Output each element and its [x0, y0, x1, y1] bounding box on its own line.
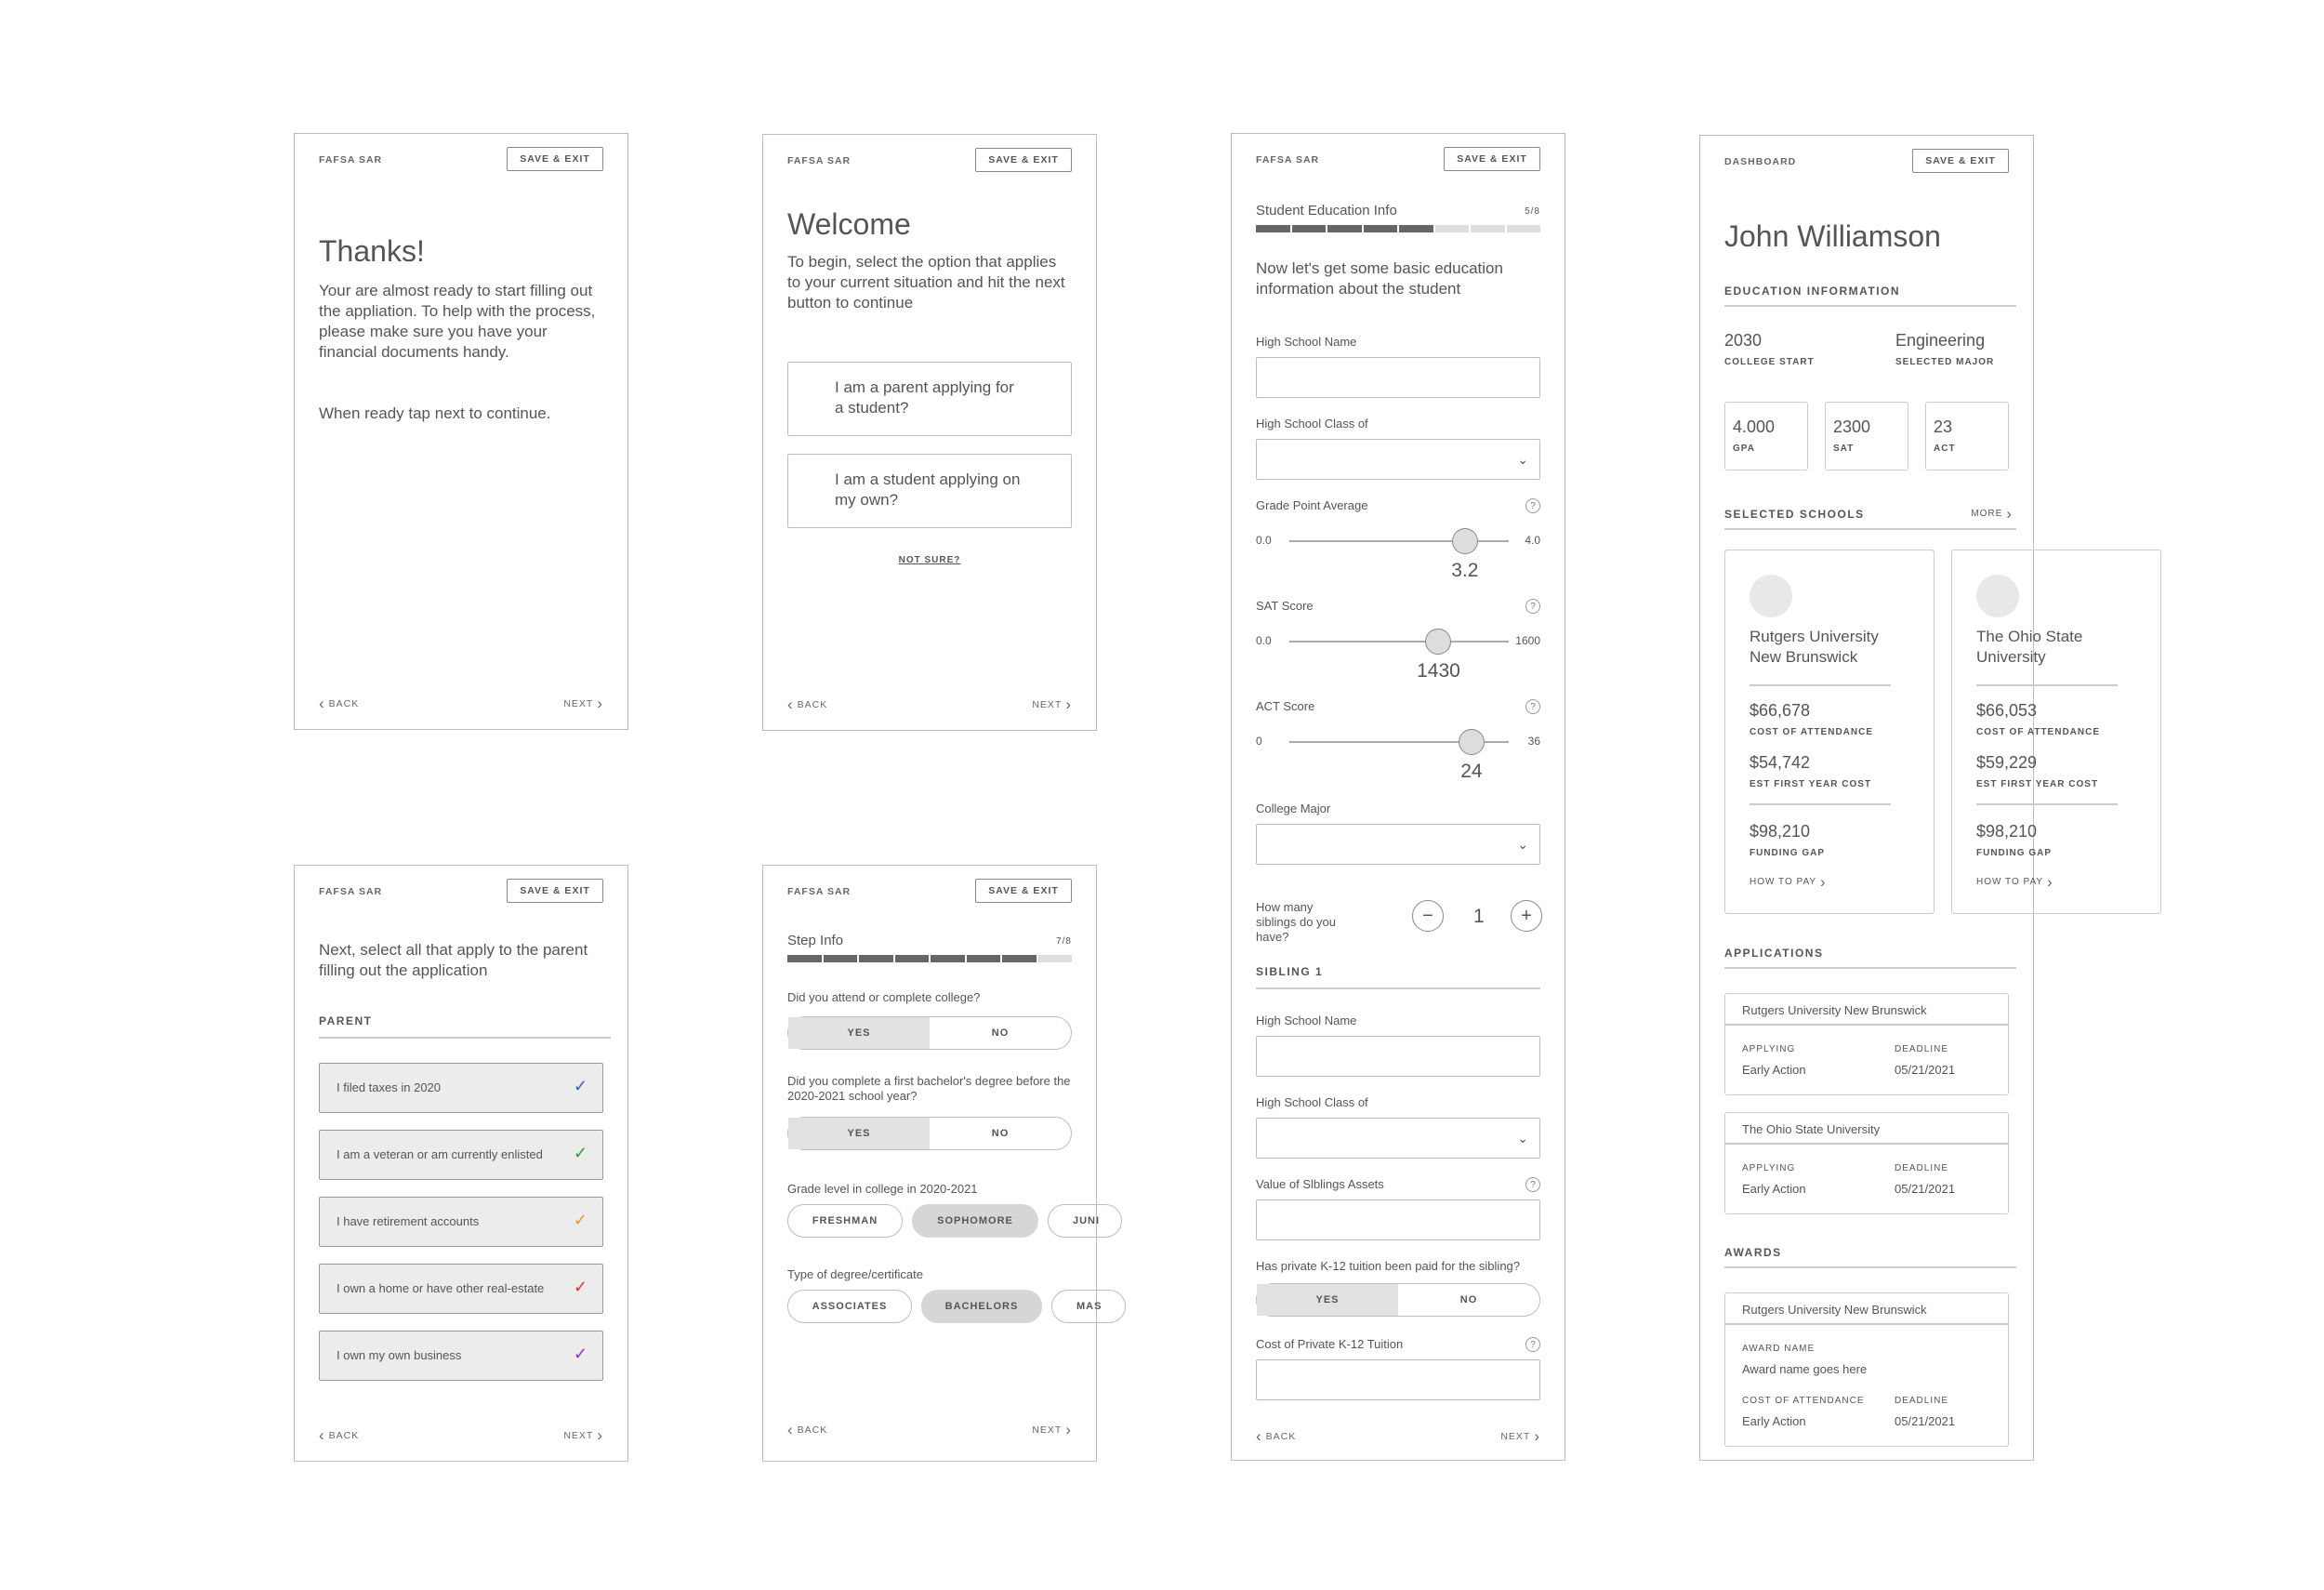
gpa-label: Grade Point Average — [1256, 498, 1368, 512]
step-title: Student Education Info — [1256, 203, 1397, 219]
applying-label: APPLYING — [1742, 1163, 1796, 1173]
plus-icon: + — [1521, 905, 1532, 926]
sat-thumb[interactable] — [1425, 629, 1451, 655]
thanks-screen — [294, 133, 628, 730]
divider — [1725, 1143, 2008, 1145]
how-to-pay-link[interactable]: HOW TO PAY › — [1976, 873, 2053, 891]
next-button[interactable]: NEXT › — [1032, 696, 1072, 713]
progress-segment — [1002, 955, 1037, 962]
sib-assets-label: Value of Slblings Assets — [1256, 1177, 1384, 1191]
question-bachelors: Did you complete a first bachelor's degree before the 2020-2021 school year? — [787, 1074, 1071, 1103]
sat-max: 1600 — [1515, 634, 1540, 647]
chevron-down-icon: ⌄ — [1517, 452, 1528, 467]
school-card[interactable] — [1951, 550, 2161, 914]
option-student[interactable]: I am a student applying on my own? — [787, 454, 1072, 528]
degree-masters[interactable]: MAS — [1051, 1290, 1126, 1323]
gap-value: $98,210 — [1976, 822, 2038, 841]
chevron-right-icon: › — [1534, 1427, 1540, 1445]
save-exit-button[interactable]: SAVE & EXIT — [1444, 147, 1540, 171]
progress-segment — [931, 955, 965, 962]
progress-segment — [1471, 225, 1505, 232]
check-icon: ✓ — [573, 1211, 588, 1229]
degree-associates[interactable]: ASSOCIATES — [787, 1290, 912, 1323]
divider — [1724, 528, 2016, 530]
gpa-thumb[interactable] — [1452, 528, 1478, 554]
divider — [1724, 305, 2016, 307]
awards-section-title: AWARDS — [1724, 1246, 1782, 1259]
divider — [1724, 1266, 2016, 1268]
chevron-right-icon: › — [1065, 1421, 1072, 1438]
chevron-left-icon: ‹ — [787, 1421, 794, 1438]
divider — [1976, 803, 2118, 805]
step-info-screen — [762, 865, 1103, 1462]
gap-label: FUNDING GAP — [1750, 848, 1825, 858]
header — [319, 879, 603, 905]
award-name-value: Award name goes here — [1742, 1362, 1868, 1376]
footer-nav — [787, 1422, 1072, 1440]
act-label: ACT Score — [1256, 699, 1315, 713]
stat-sat — [1825, 402, 1908, 470]
page-title: Welcome — [787, 207, 911, 241]
private-question: Has private K-12 tuition been paid for the sibling? — [1256, 1259, 1521, 1273]
checkbox-real-estate[interactable] — [319, 1264, 603, 1314]
check-icon: ✓ — [573, 1345, 588, 1363]
header — [1724, 149, 2009, 175]
parent-intro: Next, select all that apply to the parent filling out the application — [319, 941, 588, 979]
stat-gpa — [1724, 402, 1808, 470]
step-progress-bar — [787, 955, 1072, 962]
back-button[interactable]: ‹ BACK — [787, 1421, 828, 1438]
checkbox-business[interactable] — [319, 1331, 603, 1381]
deadline-value: 05/21/2021 — [1895, 1063, 1956, 1077]
check-icon: ✓ — [573, 1144, 588, 1162]
header — [787, 879, 1072, 905]
brand-label: FAFSA SAR — [319, 154, 383, 166]
applying-value: Early Action — [1742, 1063, 1806, 1077]
degree-bachelors[interactable]: BACHELORS — [921, 1290, 1042, 1323]
coa-label: COST OF ATTENDANCE — [1750, 727, 1873, 737]
header — [319, 147, 603, 173]
no-option[interactable]: NO — [991, 1128, 1010, 1139]
save-exit-button[interactable]: SAVE & EXIT — [975, 148, 1072, 172]
deadline-label: DEADLINE — [1895, 1044, 1949, 1054]
progress-segment — [1038, 955, 1073, 962]
brand-label: FAFSA SAR — [787, 886, 852, 897]
gpa-value: 3.2 — [1451, 560, 1479, 581]
siblings-value: 1 — [1473, 906, 1485, 927]
thanks-body: Your are almost ready to start filling out the appliation. To help with the process, please make sure you have your financial documents handy. — [319, 282, 596, 361]
progress-segment — [895, 955, 930, 962]
back-button[interactable]: ‹ BACK — [787, 696, 828, 713]
sib-hs-class-select[interactable] — [1256, 1118, 1540, 1159]
award-deadline-label: DEADLINE — [1895, 1396, 1949, 1406]
sib-assets-input[interactable] — [1256, 1199, 1540, 1240]
checkbox-veteran[interactable] — [319, 1130, 603, 1180]
major-label: College Major — [1256, 802, 1331, 815]
grade-junior[interactable]: JUNI — [1048, 1204, 1122, 1238]
question-degree-type: Type of degree/certificate — [787, 1267, 923, 1281]
coa-label: COST OF ATTENDANCE — [1976, 727, 2100, 737]
chevron-right-icon: › — [2047, 873, 2053, 891]
dashboard-screen — [1699, 135, 2100, 1461]
school-name: The Ohio State University — [1976, 628, 2083, 666]
check-icon: ✓ — [573, 1278, 588, 1296]
minus-icon: − — [1422, 905, 1433, 926]
sat-label: SAT Score — [1256, 599, 1314, 613]
back-button[interactable]: ‹ BACK — [319, 1426, 360, 1444]
sat-min: 0.0 — [1256, 634, 1272, 647]
no-option[interactable]: NO — [991, 1027, 1010, 1039]
help-icon[interactable]: ? — [1525, 1337, 1540, 1352]
back-button[interactable]: ‹ BACK — [319, 695, 360, 712]
progress-segment — [1507, 225, 1541, 232]
bachelors-toggle — [787, 1117, 1072, 1150]
private-cost-label: Cost of Private K-12 Tuition — [1256, 1337, 1404, 1351]
progress-segment — [859, 955, 893, 962]
footer-nav — [787, 696, 1072, 715]
help-icon[interactable]: ? — [1525, 498, 1540, 513]
stat-label: ACT — [1934, 444, 1956, 454]
sat-track — [1289, 641, 1509, 643]
major-value: Engineering — [1895, 331, 1986, 350]
hs-name-label: High School Name — [1256, 335, 1357, 349]
step-title: Step Info — [787, 933, 844, 948]
applications-section-title: APPLICATIONS — [1724, 947, 1824, 960]
hs-class-select[interactable] — [1256, 439, 1540, 480]
brand-label: FAFSA SAR — [787, 155, 852, 166]
check-icon: ✓ — [573, 1077, 588, 1095]
header — [787, 148, 1072, 174]
welcome-body: To begin, select the option that applies to your current situation and hit the next button to continue — [787, 253, 1065, 311]
question-college: Did you attend or complete college? — [787, 990, 981, 1004]
student-name: John Williamson — [1724, 219, 1941, 253]
progress-segment — [1399, 225, 1433, 232]
footer-nav — [1256, 1428, 1540, 1447]
application-school: The Ohio State University — [1742, 1122, 1881, 1136]
stat-act — [1925, 402, 2009, 470]
parent-screen — [294, 865, 628, 1462]
award-school: Rutgers University New Brunswick — [1742, 1303, 1927, 1317]
save-exit-button[interactable]: SAVE & EXIT — [507, 147, 603, 171]
award-coa-value: Early Action — [1742, 1414, 1806, 1428]
hs-name-input[interactable] — [1256, 357, 1540, 398]
brand-label: FAFSA SAR — [1256, 154, 1320, 166]
parent-section-title: PARENT — [319, 1014, 373, 1027]
chevron-left-icon: ‹ — [319, 1426, 325, 1444]
checkbox-label: I have retirement accounts — [337, 1214, 480, 1228]
chevron-left-icon: ‹ — [1256, 1427, 1262, 1445]
major-select[interactable] — [1256, 824, 1540, 865]
welcome-screen — [762, 134, 1097, 731]
stat-label: GPA — [1733, 444, 1755, 454]
step-count: 5/8 — [1525, 206, 1540, 217]
divider — [1750, 684, 1891, 686]
hs-class-label: High School Class of — [1256, 417, 1368, 431]
option-parent[interactable]: I am a parent applying for a student? — [787, 362, 1072, 436]
divider — [319, 1037, 611, 1039]
back-button[interactable]: ‹ BACK — [1256, 1427, 1297, 1445]
grade-sophomore[interactable]: SOPHOMORE — [912, 1204, 1038, 1238]
page-title: Thanks! — [319, 234, 425, 268]
next-button[interactable]: NEXT › — [563, 695, 603, 712]
college-start-value: 2030 — [1724, 331, 1763, 350]
sat-value: 1430 — [1417, 660, 1460, 682]
education-intro: Now let's get some basic education information about the student — [1256, 259, 1503, 298]
award-coa-label: COST OF ATTENDANCE — [1742, 1396, 1865, 1406]
question-grade-level: Grade level in college in 2020-2021 — [787, 1182, 978, 1196]
help-icon[interactable]: ? — [1525, 1177, 1540, 1192]
school-logo — [1976, 575, 2019, 617]
chevron-down-icon: ⌄ — [1517, 1131, 1528, 1146]
major-label: SELECTED MAJOR — [1895, 357, 1995, 367]
act-max: 36 — [1527, 735, 1540, 748]
chevron-left-icon: ‹ — [787, 696, 794, 713]
help-icon[interactable]: ? — [1525, 699, 1540, 714]
more-link[interactable]: MORE › — [1971, 505, 2013, 523]
checkbox-taxes[interactable] — [319, 1063, 603, 1113]
help-icon[interactable]: ? — [1525, 599, 1540, 614]
brand-label: FAFSA SAR — [319, 886, 383, 897]
step-count: 7/8 — [1056, 936, 1072, 947]
next-button[interactable]: NEXT › — [1032, 1421, 1072, 1438]
chevron-right-icon: › — [1820, 873, 1827, 891]
yes-option[interactable]: YES — [1257, 1284, 1398, 1316]
next-button[interactable]: NEXT › — [563, 1426, 603, 1444]
checkbox-label: I own a home or have other real-estate — [337, 1281, 545, 1295]
education-screen — [1231, 133, 1565, 1461]
school-card[interactable] — [1724, 550, 1934, 914]
gpa-min: 0.0 — [1256, 534, 1272, 547]
private-cost-input[interactable] — [1256, 1359, 1540, 1400]
education-section-title: EDUCATION INFORMATION — [1724, 285, 1901, 298]
sib-hs-class-label: High School Class of — [1256, 1095, 1368, 1109]
progress-segment — [787, 955, 822, 962]
gap-value: $98,210 — [1750, 822, 1811, 841]
save-exit-button[interactable]: SAVE & EXIT — [975, 879, 1072, 903]
footer-nav — [319, 696, 603, 714]
chevron-right-icon: › — [2006, 505, 2013, 523]
progress-segment — [1292, 225, 1327, 232]
header — [1256, 147, 1540, 173]
efy-label: EST FIRST YEAR COST — [1750, 779, 1872, 789]
divider — [1725, 1323, 2008, 1325]
stat-value: 4.000 — [1733, 417, 1776, 436]
stat-value: 23 — [1934, 417, 1953, 436]
divider — [1725, 1024, 2008, 1026]
schools-section-title: SELECTED SCHOOLS — [1724, 508, 1865, 521]
divider — [1256, 987, 1540, 989]
checkbox-label: I filed taxes in 2020 — [337, 1080, 442, 1094]
progress-segment — [1327, 225, 1362, 232]
save-exit-button[interactable]: SAVE & EXIT — [1912, 149, 2009, 173]
gpa-max: 4.0 — [1525, 534, 1540, 547]
footer-nav — [319, 1427, 603, 1446]
stat-label: SAT — [1833, 444, 1855, 454]
not-sure-link[interactable]: NOT SURE? — [898, 555, 961, 565]
thanks-note: When ready tap next to continue. — [319, 404, 551, 422]
divider — [1976, 684, 2118, 686]
how-to-pay-link[interactable]: HOW TO PAY › — [1750, 873, 1827, 891]
no-option[interactable]: NO — [1459, 1294, 1478, 1305]
applying-value: Early Action — [1742, 1182, 1806, 1196]
coa-value: $66,678 — [1750, 701, 1811, 720]
coa-value: $66,053 — [1976, 701, 2038, 720]
efy-value: $59,229 — [1976, 753, 2038, 772]
award-deadline-value: 05/21/2021 — [1895, 1414, 1956, 1428]
yes-option[interactable]: YES — [788, 1118, 930, 1149]
progress-segment — [1256, 225, 1290, 232]
application-card[interactable] — [1724, 993, 2009, 1095]
progress-segment — [1364, 225, 1398, 232]
plus-button[interactable] — [1511, 900, 1542, 932]
minus-button[interactable] — [1412, 900, 1444, 932]
progress-segment — [1435, 225, 1470, 232]
efy-value: $54,742 — [1750, 753, 1811, 772]
award-card[interactable] — [1724, 1292, 2009, 1447]
step-progress-bar — [1256, 225, 1540, 232]
chevron-right-icon: › — [1065, 696, 1072, 713]
private-toggle — [1256, 1283, 1540, 1317]
college-toggle — [787, 1016, 1072, 1050]
award-name-label: AWARD NAME — [1742, 1344, 1816, 1354]
chevron-left-icon: ‹ — [319, 695, 325, 712]
deadline-label: DEADLINE — [1895, 1163, 1949, 1173]
checkbox-retirement[interactable] — [319, 1197, 603, 1247]
act-value: 24 — [1460, 761, 1483, 782]
gap-label: FUNDING GAP — [1976, 848, 2052, 858]
sibling-section-title: SIBLING 1 — [1256, 965, 1324, 978]
act-thumb[interactable] — [1459, 729, 1485, 755]
application-school: Rutgers University New Brunswick — [1742, 1003, 1927, 1017]
checkbox-label: I own my own business — [337, 1348, 462, 1362]
chevron-down-icon: ⌄ — [1517, 837, 1528, 852]
stat-value: 2300 — [1833, 417, 1871, 436]
application-card[interactable] — [1724, 1112, 2009, 1214]
deadline-value: 05/21/2021 — [1895, 1182, 1956, 1196]
chevron-right-icon: › — [597, 695, 603, 712]
act-min: 0 — [1256, 735, 1262, 748]
sib-hs-name-input[interactable] — [1256, 1036, 1540, 1077]
yes-option[interactable]: YES — [788, 1017, 930, 1049]
college-start-label: COLLEGE START — [1724, 357, 1815, 367]
school-logo — [1750, 575, 1792, 617]
applying-label: APPLYING — [1742, 1044, 1796, 1054]
next-button[interactable]: NEXT › — [1500, 1427, 1540, 1445]
chevron-right-icon: › — [597, 1426, 603, 1444]
brand-label: DASHBOARD — [1724, 156, 1797, 167]
save-exit-button[interactable]: SAVE & EXIT — [507, 879, 603, 903]
siblings-label: How many siblings do you have? — [1256, 900, 1336, 944]
sib-hs-name-label: High School Name — [1256, 1014, 1357, 1027]
checkbox-label: I am a veteran or am currently enlisted — [337, 1147, 543, 1161]
progress-segment — [967, 955, 1001, 962]
divider — [1750, 803, 1891, 805]
divider — [1724, 967, 2016, 969]
progress-segment — [824, 955, 858, 962]
school-name: Rutgers University New Brunswick — [1750, 628, 1879, 666]
grade-freshman[interactable]: FRESHMAN — [787, 1204, 903, 1238]
efy-label: EST FIRST YEAR COST — [1976, 779, 2099, 789]
